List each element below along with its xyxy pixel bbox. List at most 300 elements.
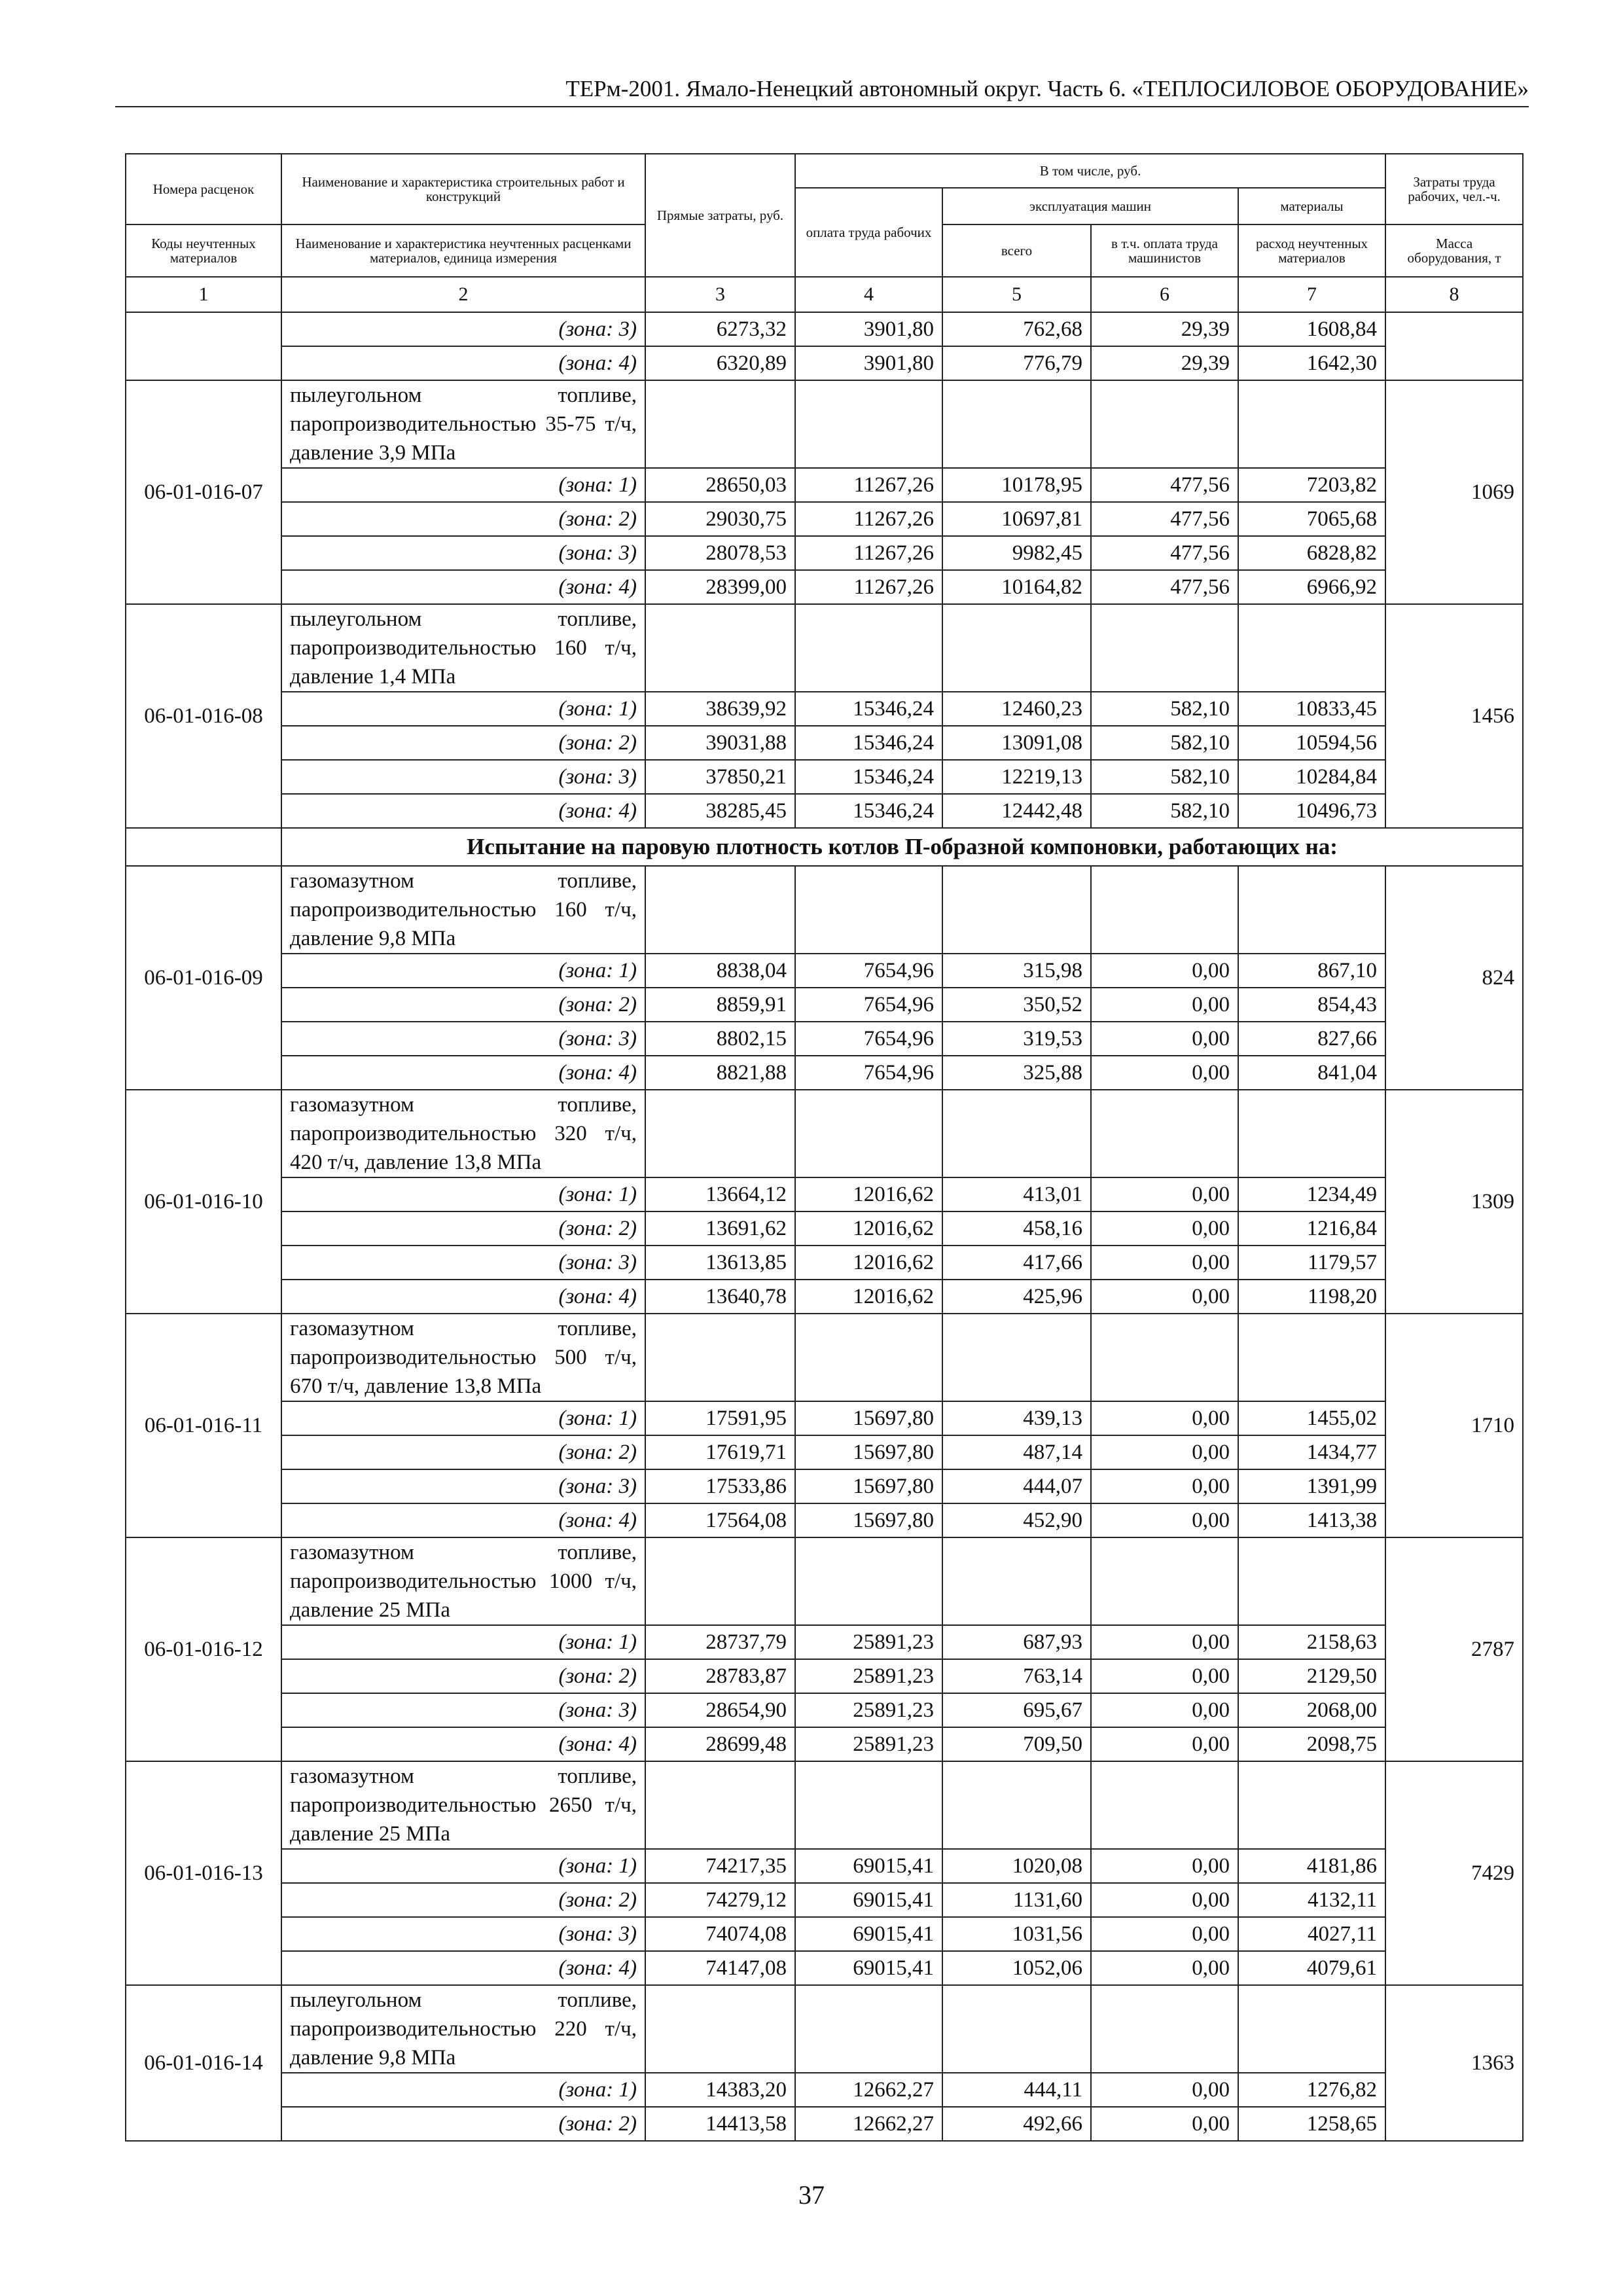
zone-label: (зона: 4) — [281, 1280, 645, 1314]
price-table — [125, 153, 1524, 2142]
machinist-wages: 0,00 — [1091, 1849, 1238, 1883]
worker-wages: 15697,80 — [795, 1469, 942, 1503]
machinist-wages: 0,00 — [1091, 1951, 1238, 1985]
column-number: 1 — [126, 277, 281, 312]
machines-total: 452,90 — [942, 1503, 1091, 1537]
table-row — [126, 1625, 1523, 1659]
machinist-wages: 0,00 — [1091, 1917, 1238, 1951]
machinist-wages: 0,00 — [1091, 2073, 1238, 2107]
machinist-wages: 0,00 — [1091, 1056, 1238, 1090]
zone-label: (зона: 3) — [281, 760, 645, 794]
empty-cell — [942, 1090, 1091, 1177]
table-row — [126, 692, 1523, 726]
labor-hours: 2787 — [1385, 1537, 1523, 1761]
worker-wages: 12662,27 — [795, 2073, 942, 2107]
direct-costs: 8821,88 — [645, 1056, 795, 1090]
worker-wages: 3901,80 — [795, 346, 942, 380]
zone-label: (зона: 2) — [281, 2107, 645, 2141]
machinist-wages: 0,00 — [1091, 1022, 1238, 1056]
direct-costs: 13613,85 — [645, 1246, 795, 1280]
empty-cell — [1238, 604, 1385, 692]
table-row — [126, 988, 1523, 1022]
direct-costs: 28650,03 — [645, 468, 795, 502]
materials: 1391,99 — [1238, 1469, 1385, 1503]
table-row — [126, 1727, 1523, 1761]
materials: 854,43 — [1238, 988, 1385, 1022]
table-row — [126, 2107, 1523, 2141]
zone-label: (зона: 1) — [281, 692, 645, 726]
labor-hours: 7429 — [1385, 1761, 1523, 1985]
worker-wages: 25891,23 — [795, 1625, 942, 1659]
zone-label: (зона: 1) — [281, 1849, 645, 1883]
empty-cell — [645, 1761, 795, 1849]
header-machines: эксплуатация машин — [942, 188, 1238, 224]
machines-total: 10178,95 — [942, 468, 1091, 502]
worker-wages: 7654,96 — [795, 954, 942, 988]
table-row — [126, 1659, 1523, 1693]
table-row — [126, 1401, 1523, 1435]
empty-cell — [795, 604, 942, 692]
machinist-wages: 582,10 — [1091, 794, 1238, 828]
worker-wages: 69015,41 — [795, 1883, 942, 1917]
machines-total: 10697,81 — [942, 502, 1091, 536]
direct-costs: 17533,86 — [645, 1469, 795, 1503]
machines-total: 417,66 — [942, 1246, 1091, 1280]
direct-costs: 28737,79 — [645, 1625, 795, 1659]
zone-label: (зона: 2) — [281, 1659, 645, 1693]
empty-cell — [1238, 380, 1385, 468]
direct-costs: 74217,35 — [645, 1849, 795, 1883]
machines-total: 776,79 — [942, 346, 1091, 380]
machinist-wages: 29,39 — [1091, 346, 1238, 380]
materials: 1413,38 — [1238, 1503, 1385, 1537]
direct-costs: 13691,62 — [645, 1211, 795, 1246]
direct-costs: 74074,08 — [645, 1917, 795, 1951]
table-row — [126, 1469, 1523, 1503]
empty-cell — [795, 1090, 942, 1177]
worker-wages: 3901,80 — [795, 312, 942, 346]
worker-wages: 25891,23 — [795, 1659, 942, 1693]
header-including: В том числе, руб. — [795, 154, 1385, 188]
column-number: 6 — [1091, 277, 1238, 312]
table-row — [126, 726, 1523, 760]
direct-costs: 17564,08 — [645, 1503, 795, 1537]
direct-costs: 74147,08 — [645, 1951, 795, 1985]
header-mass: Масса оборудования, т — [1385, 224, 1523, 277]
table-row — [126, 1761, 1523, 1849]
column-number: 4 — [795, 277, 942, 312]
rate-code: 06-01-016-10 — [126, 1090, 281, 1314]
machines-total: 763,14 — [942, 1659, 1091, 1693]
materials: 6966,92 — [1238, 570, 1385, 604]
machines-total: 1052,06 — [942, 1951, 1091, 1985]
table-row — [126, 866, 1523, 954]
zone-label: (зона: 4) — [281, 346, 645, 380]
table-row — [126, 1211, 1523, 1246]
table-row — [126, 312, 1523, 346]
machinist-wages: 0,00 — [1091, 1401, 1238, 1435]
table-row — [126, 1849, 1523, 1883]
machines-total: 413,01 — [942, 1177, 1091, 1211]
table-row — [126, 468, 1523, 502]
header-materials: материалы — [1238, 188, 1385, 224]
work-description: пылеугольном топливе, паропроизводительностью 35-75 т/ч, давление 3,9 МПа — [281, 380, 645, 468]
machinist-wages: 0,00 — [1091, 1659, 1238, 1693]
table-row — [126, 1951, 1523, 1985]
materials: 6828,82 — [1238, 536, 1385, 570]
empty-cell — [1238, 1314, 1385, 1401]
direct-costs: 38639,92 — [645, 692, 795, 726]
worker-wages: 25891,23 — [795, 1727, 942, 1761]
table-row — [126, 1435, 1523, 1469]
worker-wages: 12016,62 — [795, 1246, 942, 1280]
empty-cell — [645, 1537, 795, 1625]
machinist-wages: 477,56 — [1091, 536, 1238, 570]
labor-hours: 824 — [1385, 866, 1523, 1090]
machinist-wages: 0,00 — [1091, 1625, 1238, 1659]
machinist-wages: 0,00 — [1091, 1727, 1238, 1761]
materials: 7203,82 — [1238, 468, 1385, 502]
worker-wages: 12662,27 — [795, 2107, 942, 2141]
table-row — [126, 346, 1523, 380]
empty-cell — [942, 1761, 1091, 1849]
worker-wages: 7654,96 — [795, 1022, 942, 1056]
machinist-wages: 0,00 — [1091, 2107, 1238, 2141]
empty-cell — [942, 1985, 1091, 2073]
table-body — [126, 312, 1523, 2141]
rate-code: 06-01-016-09 — [126, 866, 281, 1090]
header-material-names: Наименование и характеристика неучтенных расценками материалов, единица измерения — [281, 224, 645, 277]
rate-code: 06-01-016-14 — [126, 1985, 281, 2141]
table-row — [126, 502, 1523, 536]
materials: 4027,11 — [1238, 1917, 1385, 1951]
work-description: пылеугольном топливе, паропроизводительностью 220 т/ч, давление 9,8 МПа — [281, 1985, 645, 2073]
zone-label: (зона: 3) — [281, 536, 645, 570]
worker-wages: 69015,41 — [795, 1951, 942, 1985]
running-header-title: ТЕРм-2001. Ямало-Ненецкий автономный округ. Часть 6. «ТЕПЛОСИЛОВОЕ ОБОРУДОВАНИЕ» — [565, 76, 1529, 101]
direct-costs: 28078,53 — [645, 536, 795, 570]
worker-wages: 15346,24 — [795, 692, 942, 726]
machines-total: 12219,13 — [942, 760, 1091, 794]
table-row — [126, 604, 1523, 692]
worker-wages: 11267,26 — [795, 536, 942, 570]
work-description: пылеугольном топливе, паропроизводительностью 160 т/ч, давление 1,4 МПа — [281, 604, 645, 692]
worker-wages: 69015,41 — [795, 1917, 942, 1951]
materials: 2068,00 — [1238, 1693, 1385, 1727]
machines-total: 709,50 — [942, 1727, 1091, 1761]
worker-wages: 15346,24 — [795, 760, 942, 794]
machines-total: 1031,56 — [942, 1917, 1091, 1951]
empty-cell — [1238, 866, 1385, 954]
section-empty-cell — [126, 828, 281, 866]
empty-cell — [645, 1985, 795, 2073]
materials: 867,10 — [1238, 954, 1385, 988]
section-heading-row — [126, 828, 1523, 866]
worker-wages: 11267,26 — [795, 502, 942, 536]
materials: 1455,02 — [1238, 1401, 1385, 1435]
zone-label: (зона: 2) — [281, 988, 645, 1022]
header-machinist-wages: в т.ч. оплата труда машинистов — [1091, 224, 1238, 277]
machinist-wages: 0,00 — [1091, 1177, 1238, 1211]
rate-code: 06-01-016-11 — [126, 1314, 281, 1537]
rate-code: 06-01-016-08 — [126, 604, 281, 828]
header-material-codes: Коды неучтенных материалов — [126, 224, 281, 277]
machinist-wages: 0,00 — [1091, 1246, 1238, 1280]
worker-wages: 7654,96 — [795, 1056, 942, 1090]
labor-hours: 1069 — [1385, 380, 1523, 604]
work-description: газомазутном топливе, паропроизводительностью 500 т/ч, 670 т/ч, давление 13,8 МПа — [281, 1314, 645, 1401]
table-row — [126, 536, 1523, 570]
machines-total: 439,13 — [942, 1401, 1091, 1435]
direct-costs: 74279,12 — [645, 1883, 795, 1917]
empty-cell — [645, 1090, 795, 1177]
materials: 1216,84 — [1238, 1211, 1385, 1246]
machinist-wages: 0,00 — [1091, 1883, 1238, 1917]
worker-wages: 7654,96 — [795, 988, 942, 1022]
machines-total: 687,93 — [942, 1625, 1091, 1659]
worker-wages: 15697,80 — [795, 1435, 942, 1469]
table-row — [126, 1280, 1523, 1314]
empty-cell — [1091, 1537, 1238, 1625]
table-row — [126, 1056, 1523, 1090]
worker-wages: 11267,26 — [795, 468, 942, 502]
machines-total: 9982,45 — [942, 536, 1091, 570]
materials: 10833,45 — [1238, 692, 1385, 726]
empty-cell — [645, 866, 795, 954]
direct-costs: 38285,45 — [645, 794, 795, 828]
machines-total: 492,66 — [942, 2107, 1091, 2141]
materials: 827,66 — [1238, 1022, 1385, 1056]
zone-label: (зона: 1) — [281, 468, 645, 502]
page-number: 37 — [798, 2180, 825, 2210]
work-description: газомазутном топливе, паропроизводительностью 1000 т/ч, давление 25 МПа — [281, 1537, 645, 1625]
labor-hours: 1456 — [1385, 604, 1523, 828]
section-heading: Испытание на паровую плотность котлов П-образной компоновки, работающих на: — [281, 828, 1523, 866]
table-row — [126, 1022, 1523, 1056]
empty-cell — [645, 604, 795, 692]
worker-wages: 15346,24 — [795, 726, 942, 760]
machinist-wages: 477,56 — [1091, 502, 1238, 536]
machinist-wages: 0,00 — [1091, 988, 1238, 1022]
empty-cell — [1091, 604, 1238, 692]
table-row — [126, 794, 1523, 828]
zone-label: (зона: 3) — [281, 1917, 645, 1951]
machines-total: 350,52 — [942, 988, 1091, 1022]
machines-total: 1020,08 — [942, 1849, 1091, 1883]
table-row — [126, 1177, 1523, 1211]
empty-cell — [645, 380, 795, 468]
zone-label: (зона: 1) — [281, 1177, 645, 1211]
table-row — [126, 1090, 1523, 1177]
worker-wages: 12016,62 — [795, 1211, 942, 1246]
direct-costs: 17619,71 — [645, 1435, 795, 1469]
work-description: газомазутном топливе, паропроизводительностью 2650 т/ч, давление 25 МПа — [281, 1761, 645, 1849]
header-wages: оплата труда рабочих — [795, 188, 942, 277]
machines-total: 10164,82 — [942, 570, 1091, 604]
empty-cell — [645, 1314, 795, 1401]
zone-label: (зона: 2) — [281, 1883, 645, 1917]
machines-total: 315,98 — [942, 954, 1091, 988]
labor-hours: 1363 — [1385, 1985, 1523, 2141]
table-row — [126, 1883, 1523, 1917]
column-number: 2 — [281, 277, 645, 312]
worker-wages: 12016,62 — [795, 1280, 942, 1314]
empty-cell — [1091, 1090, 1238, 1177]
machinist-wages: 582,10 — [1091, 692, 1238, 726]
zone-label: (зона: 3) — [281, 1469, 645, 1503]
column-number: 3 — [645, 277, 795, 312]
empty-cell — [1091, 866, 1238, 954]
direct-costs: 8838,04 — [645, 954, 795, 988]
materials: 2129,50 — [1238, 1659, 1385, 1693]
direct-costs: 14383,20 — [645, 2073, 795, 2107]
materials: 7065,68 — [1238, 502, 1385, 536]
materials: 4181,86 — [1238, 1849, 1385, 1883]
materials: 1179,57 — [1238, 1246, 1385, 1280]
materials: 10496,73 — [1238, 794, 1385, 828]
column-number: 5 — [942, 277, 1091, 312]
direct-costs: 6273,32 — [645, 312, 795, 346]
zone-label: (зона: 4) — [281, 570, 645, 604]
materials: 1276,82 — [1238, 2073, 1385, 2107]
worker-wages: 12016,62 — [795, 1177, 942, 1211]
empty-cell — [1091, 1761, 1238, 1849]
table-row — [126, 380, 1523, 468]
materials: 1258,65 — [1238, 2107, 1385, 2141]
table-row — [126, 1917, 1523, 1951]
zone-label: (зона: 3) — [281, 1246, 645, 1280]
empty-cell — [942, 380, 1091, 468]
machines-total: 13091,08 — [942, 726, 1091, 760]
machinist-wages: 0,00 — [1091, 1280, 1238, 1314]
zone-label: (зона: 4) — [281, 1056, 645, 1090]
labor-hours: 1309 — [1385, 1090, 1523, 1314]
zone-label: (зона: 2) — [281, 502, 645, 536]
running-header — [115, 73, 1529, 107]
direct-costs: 8859,91 — [645, 988, 795, 1022]
table-row — [126, 954, 1523, 988]
table-row — [126, 2073, 1523, 2107]
zone-label: (зона: 4) — [281, 794, 645, 828]
machines-total: 487,14 — [942, 1435, 1091, 1469]
materials: 2098,75 — [1238, 1727, 1385, 1761]
direct-costs: 28699,48 — [645, 1727, 795, 1761]
materials: 1234,49 — [1238, 1177, 1385, 1211]
machinist-wages: 0,00 — [1091, 1469, 1238, 1503]
empty-cell — [1238, 1090, 1385, 1177]
header-name: Наименование и характеристика строительных работ и конструкций — [281, 154, 645, 224]
table-row — [126, 1246, 1523, 1280]
machinist-wages: 0,00 — [1091, 1693, 1238, 1727]
empty-cell — [1091, 1985, 1238, 2073]
materials: 1434,77 — [1238, 1435, 1385, 1469]
direct-costs: 28783,87 — [645, 1659, 795, 1693]
zone-label: (зона: 3) — [281, 1693, 645, 1727]
machinist-wages: 582,10 — [1091, 760, 1238, 794]
empty-cell — [795, 1537, 942, 1625]
direct-costs: 37850,21 — [645, 760, 795, 794]
zone-label: (зона: 1) — [281, 2073, 645, 2107]
machines-total: 458,16 — [942, 1211, 1091, 1246]
table-row — [126, 1503, 1523, 1537]
zone-label: (зона: 1) — [281, 1625, 645, 1659]
work-description: газомазутном топливе, паропроизводительностью 160 т/ч, давление 9,8 МПа — [281, 866, 645, 954]
empty-cell — [795, 1985, 942, 2073]
header-materials-use: расход неучтенных материалов — [1238, 224, 1385, 277]
work-description: газомазутном топливе, паропроизводительностью 320 т/ч, 420 т/ч, давление 13,8 МПа — [281, 1090, 645, 1177]
zone-label: (зона: 3) — [281, 1022, 645, 1056]
zone-label: (зона: 4) — [281, 1503, 645, 1537]
empty-cell — [795, 1761, 942, 1849]
direct-costs: 29030,75 — [645, 502, 795, 536]
empty-cell — [1238, 1761, 1385, 1849]
column-number: 8 — [1385, 277, 1523, 312]
zone-label: (зона: 4) — [281, 1727, 645, 1761]
machines-total: 325,88 — [942, 1056, 1091, 1090]
empty-cell — [795, 866, 942, 954]
table-row — [126, 1693, 1523, 1727]
worker-wages: 15697,80 — [795, 1401, 942, 1435]
machines-total: 444,07 — [942, 1469, 1091, 1503]
machinist-wages: 0,00 — [1091, 1503, 1238, 1537]
empty-cell — [942, 866, 1091, 954]
machines-total: 319,53 — [942, 1022, 1091, 1056]
materials: 10284,84 — [1238, 760, 1385, 794]
direct-costs: 8802,15 — [645, 1022, 795, 1056]
table-header — [126, 154, 1523, 312]
materials: 2158,63 — [1238, 1625, 1385, 1659]
worker-wages: 15346,24 — [795, 794, 942, 828]
zone-label: (зона: 1) — [281, 1401, 645, 1435]
machines-total: 1131,60 — [942, 1883, 1091, 1917]
empty-cell — [942, 604, 1091, 692]
empty-cell — [795, 1314, 942, 1401]
worker-wages: 25891,23 — [795, 1693, 942, 1727]
materials: 841,04 — [1238, 1056, 1385, 1090]
table-row — [126, 1985, 1523, 2073]
materials: 4132,11 — [1238, 1883, 1385, 1917]
direct-costs: 13640,78 — [645, 1280, 795, 1314]
header-codes: Номера расценок — [126, 154, 281, 224]
machinist-wages: 0,00 — [1091, 1211, 1238, 1246]
machines-total: 695,67 — [942, 1693, 1091, 1727]
table-row — [126, 1314, 1523, 1401]
zone-label: (зона: 3) — [281, 312, 645, 346]
machines-total: 12460,23 — [942, 692, 1091, 726]
materials: 10594,56 — [1238, 726, 1385, 760]
machinist-wages: 29,39 — [1091, 312, 1238, 346]
empty-cell — [1091, 380, 1238, 468]
zone-label: (зона: 4) — [281, 1951, 645, 1985]
empty-cell — [942, 1314, 1091, 1401]
header-direct-costs: Прямые затраты, руб. — [645, 154, 795, 277]
empty-cell — [1238, 1537, 1385, 1625]
table-row — [126, 1537, 1523, 1625]
empty-cell — [795, 380, 942, 468]
direct-costs: 28399,00 — [645, 570, 795, 604]
direct-costs: 17591,95 — [645, 1401, 795, 1435]
zone-label: (зона: 2) — [281, 1211, 645, 1246]
machines-total: 425,96 — [942, 1280, 1091, 1314]
machinist-wages: 582,10 — [1091, 726, 1238, 760]
direct-costs: 6320,89 — [645, 346, 795, 380]
zone-label: (зона: 2) — [281, 726, 645, 760]
worker-wages: 11267,26 — [795, 570, 942, 604]
zone-label: (зона: 1) — [281, 954, 645, 988]
materials: 1608,84 — [1238, 312, 1385, 346]
rate-code — [126, 312, 281, 380]
worker-wages: 15697,80 — [795, 1503, 942, 1537]
